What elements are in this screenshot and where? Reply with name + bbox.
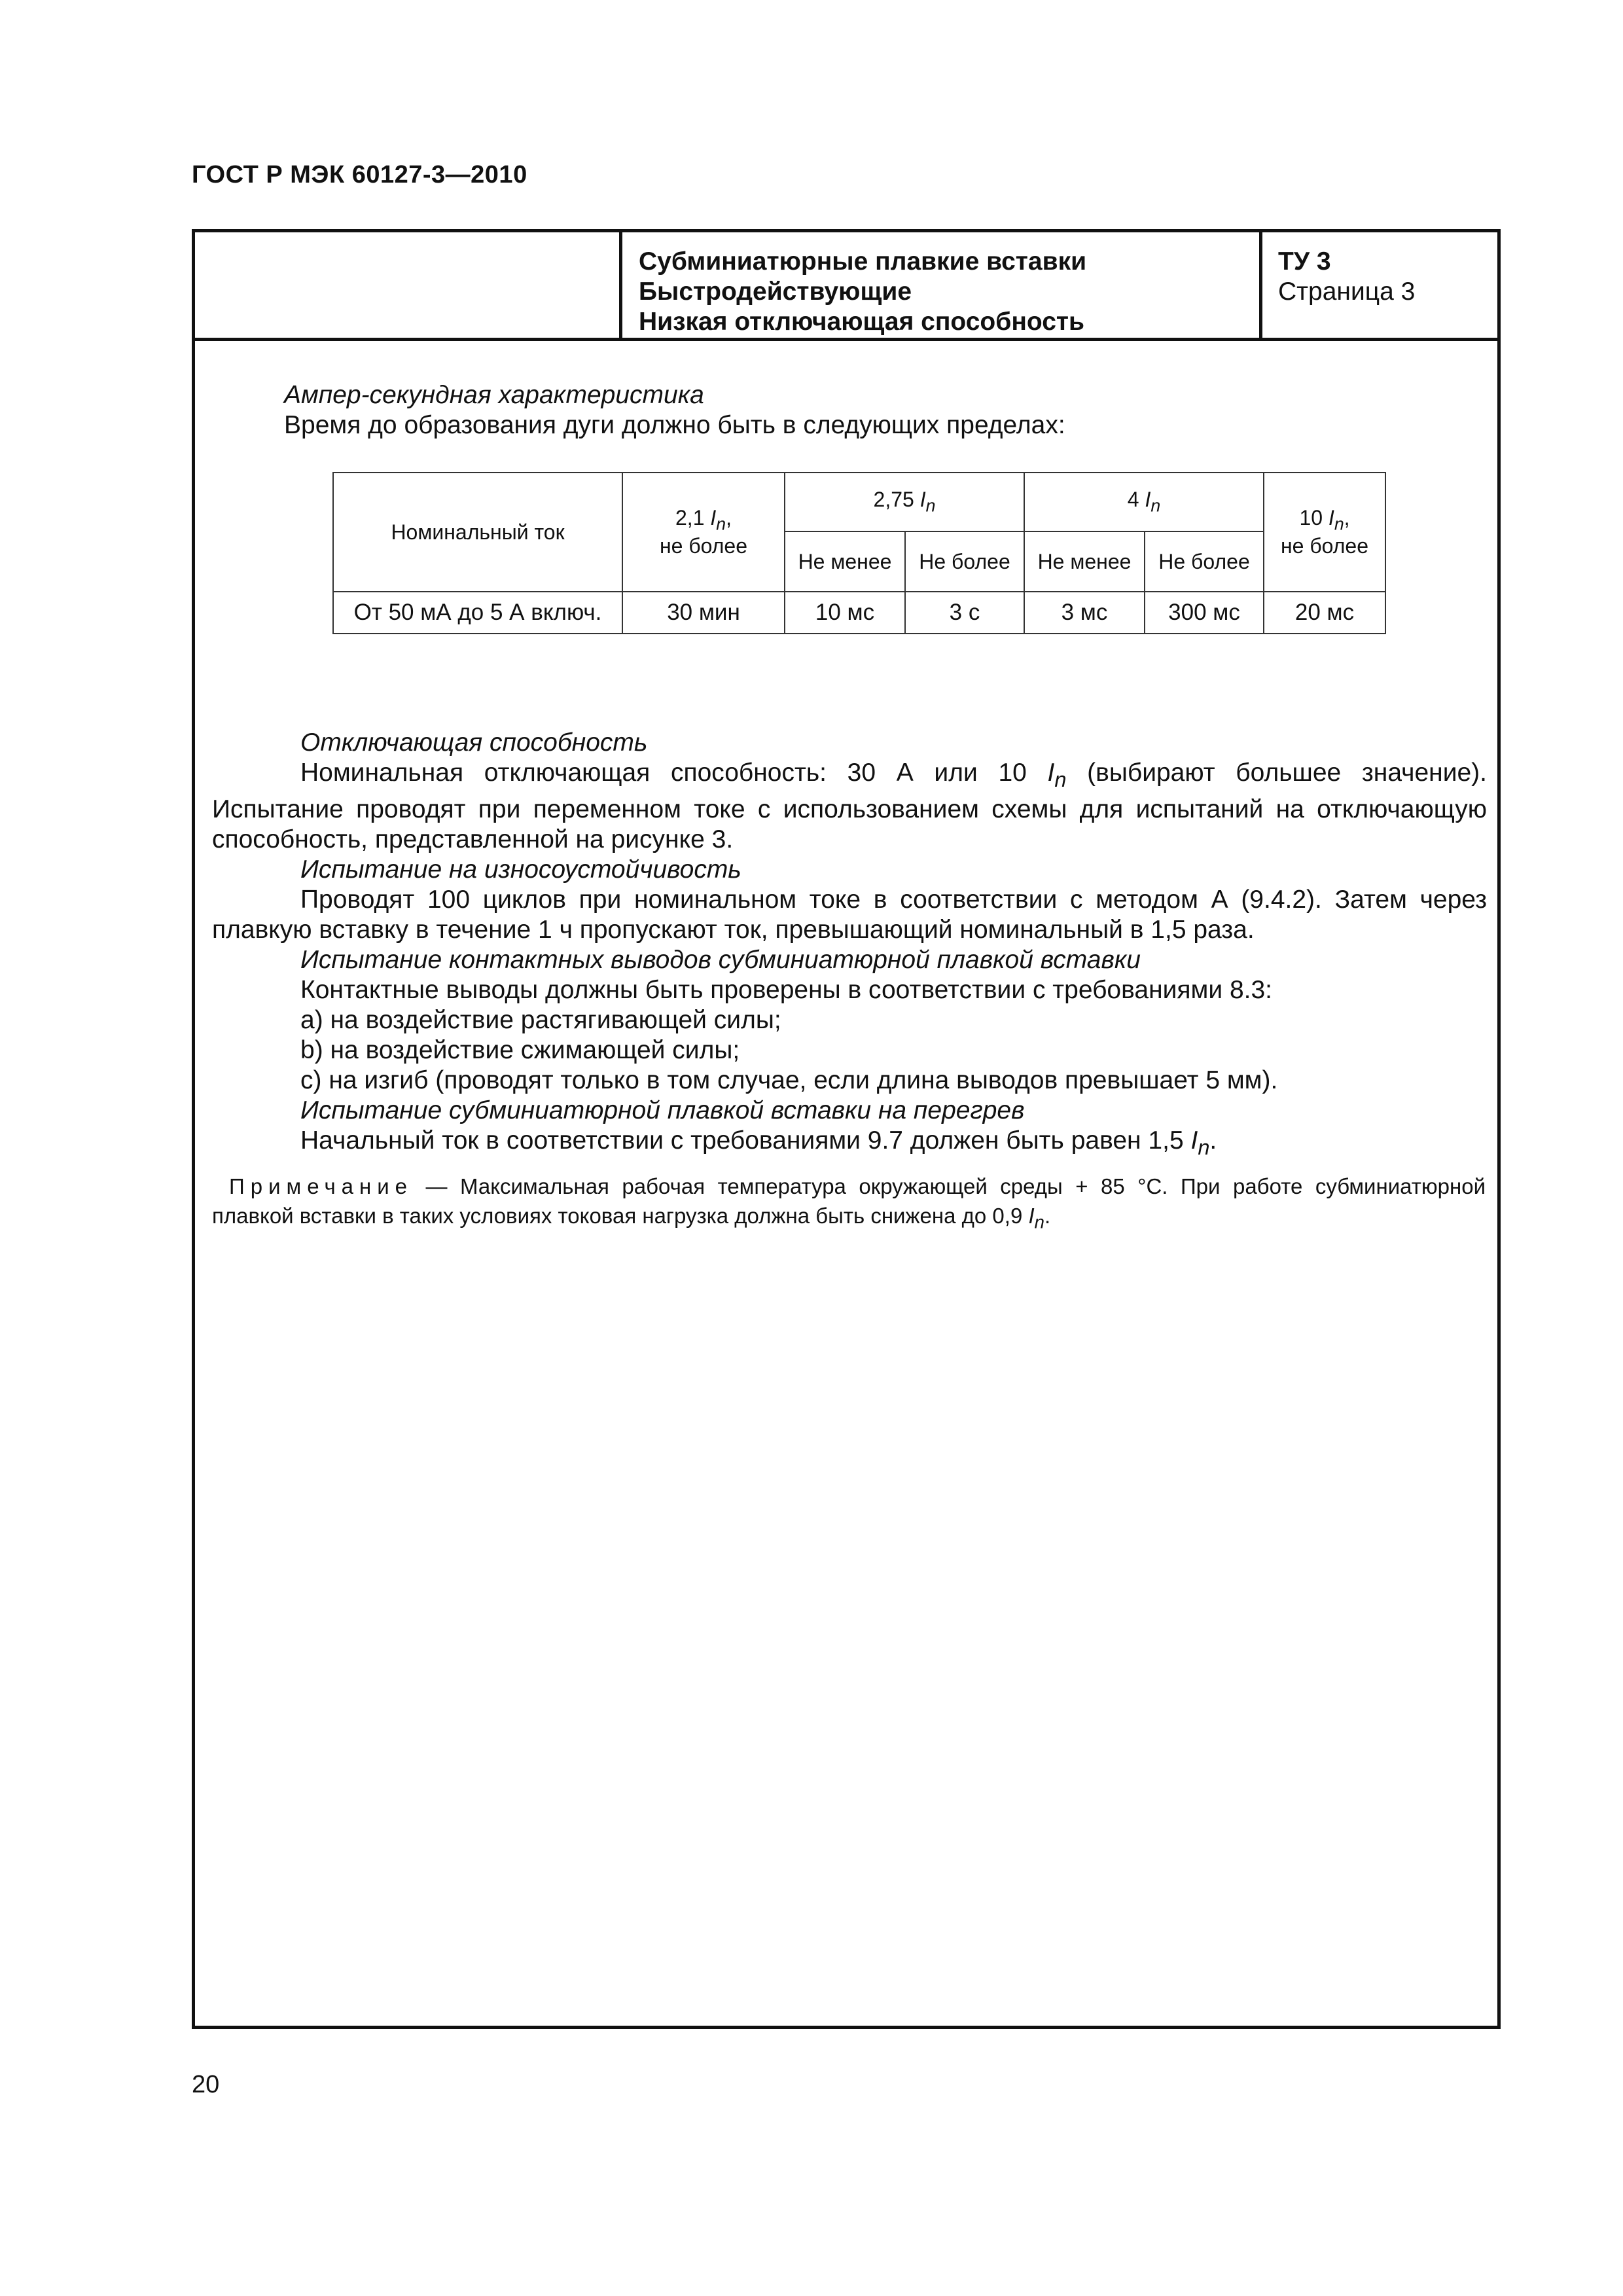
- header-10-in: 10 $I_n$, не более: [1264, 473, 1385, 592]
- note-label: Примечание: [229, 1174, 414, 1198]
- title-block-divider: [619, 232, 622, 341]
- sheet-page: Страница 3: [1278, 278, 1416, 306]
- subheader-max: Не более: [905, 531, 1024, 592]
- subheader-min: Не менее: [1024, 531, 1145, 592]
- cell-4-min: 3 мс: [1024, 592, 1145, 634]
- header-rated-current: Номинальный ток: [333, 473, 622, 592]
- section-heading-endurance: Испытание на износоустойчивость: [300, 855, 741, 884]
- section-heading-breaking: Отключающая способность: [300, 728, 648, 757]
- cell-2-1-in: 30 мин: [622, 592, 785, 634]
- time-current-table: [332, 472, 1386, 634]
- section-heading-characteristic: Ампер-секундная характеристика: [284, 381, 704, 409]
- list-item: a) на воздействие растягивающей силы;: [300, 1005, 781, 1034]
- endurance-paragraph: Проводят 100 циклов при номинальном токе в соответствии с методом А (9.4.2). Затем через плавкую вставку в течение 1 ч пропускают ток, превышающий номинальный в 1,5 раза.: [212, 885, 1487, 944]
- sheet-code: ТУ 3: [1278, 247, 1331, 276]
- subheader-max: Не более: [1145, 531, 1264, 592]
- section-heading-terminals: Испытание контактных выводов субминиатюрной плавкой вставки: [300, 945, 1141, 974]
- document-header: ГОСТ Р МЭК 60127-3—2010: [192, 161, 527, 188]
- cell-4-max: 300 мс: [1145, 592, 1264, 634]
- header-2-75-in: 2,75 $I_n$: [785, 473, 1024, 531]
- header-4-in: 4 $I_n$: [1024, 473, 1264, 531]
- list-item: b) на воздействие сжимающей силы;: [300, 1035, 740, 1064]
- overload-paragraph: Начальный ток в соответствии с требованиями 9.7 должен быть равен 1,5 $I_n$.: [300, 1126, 1217, 1159]
- sheet-title-line: Низкая отключающая способность: [639, 308, 1084, 336]
- breaking-paragraph: Номинальная отключающая способность: 30 А или 10 $I_n$ (выбирают большее значение). Испытание проводят при переменном токе с использованием схемы для испытаний на отключающую способность, представленной на рисунке 3.: [212, 759, 1487, 853]
- sheet-title-line: Быстродействующие: [639, 278, 912, 306]
- header-2-1-in: 2,1 $I_n$, не более: [622, 473, 785, 592]
- sheet-title: [639, 247, 1086, 337]
- title-block: [195, 232, 1497, 341]
- sheet-code-block: [1278, 247, 1415, 307]
- page-number: 20: [192, 2071, 220, 2098]
- page-frame: [192, 229, 1501, 2029]
- title-block-divider: [1259, 232, 1262, 341]
- list-item: c) на изгиб (проводят только в том случае, если длина выводов превышает 5 мм).: [300, 1066, 1278, 1094]
- cell-10-in: 20 мс: [1264, 592, 1385, 634]
- body-text: [212, 728, 1487, 1162]
- section-heading-overload: Испытание субминиатюрной плавкой вставки на перегрев: [300, 1096, 1025, 1124]
- note: Примечание — Максимальная рабочая температура окружающей среды + 85 °С. При работе субминиатюрной плавкой вставки в таких условиях токовая нагрузка должна быть снижена до 0,9 $I_n$.: [212, 1174, 1486, 1232]
- cell-rated-current: От 50 мА до 5 А включ.: [333, 592, 622, 634]
- sheet-title-line: Субминиатюрные плавкие вставки: [639, 247, 1087, 276]
- subheader-min: Не менее: [785, 531, 905, 592]
- cell-2-75-max: 3 с: [905, 592, 1024, 634]
- table-row: [333, 592, 1385, 634]
- terminals-paragraph: Контактные выводы должны быть проверены в соответствии с требованиями 8.3:: [300, 975, 1273, 1004]
- cell-2-75-min: 10 мс: [785, 592, 905, 634]
- section-intro: Время до образования дуги должно быть в следующих пределах:: [284, 411, 1065, 439]
